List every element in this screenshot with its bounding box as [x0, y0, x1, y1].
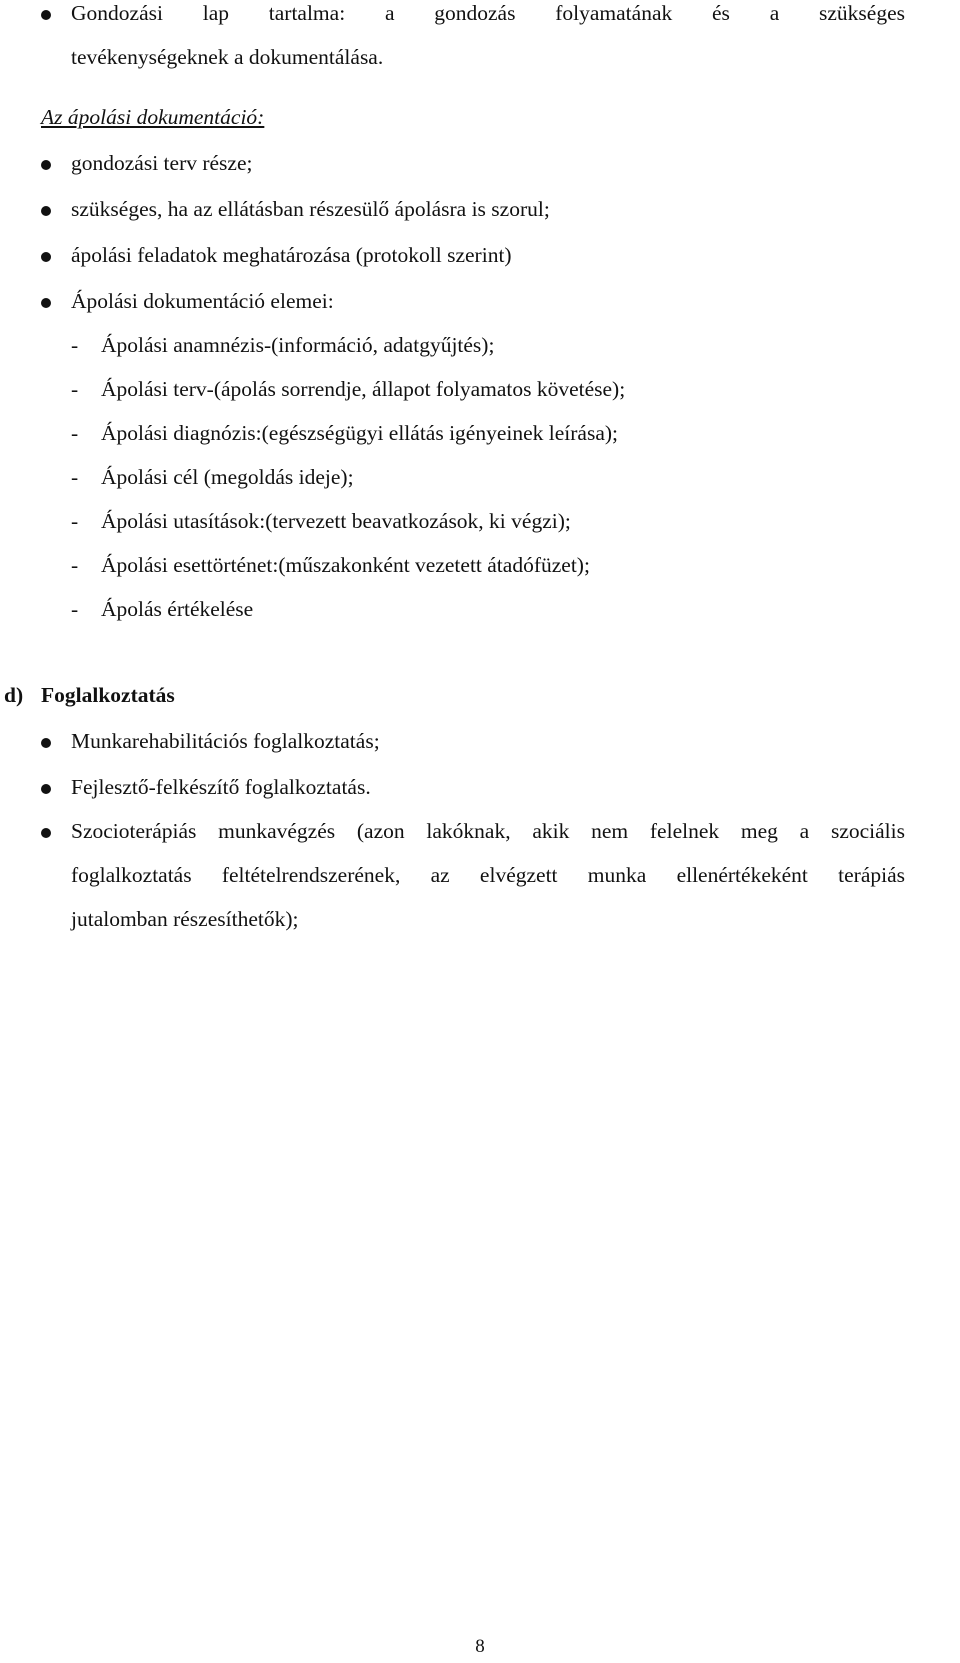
- section-d-title: Foglalkoztatás: [41, 683, 175, 707]
- element-text: Ápolási terv-(ápolás sorrendje, állapot folyamatos követése);: [101, 377, 626, 401]
- nursing-doc-heading: Az ápolási dokumentáció:: [41, 105, 265, 129]
- dash-marker: -: [71, 509, 79, 533]
- element-text: Ápolási cél (megoldás ideje);: [101, 465, 354, 489]
- bullet-dot: [41, 738, 51, 748]
- dash-marker: -: [71, 421, 79, 445]
- dash-marker: -: [71, 333, 79, 357]
- section-d-label: d): [4, 683, 24, 707]
- element-text: Ápolási utasítások:(tervezett beavatkozások, ki végzi);: [101, 509, 571, 533]
- employment-bullet-1: Munkarehabilitációs foglalkoztatás;: [71, 729, 380, 753]
- dash-marker: -: [71, 553, 79, 577]
- element-text: Ápolási diagnózis:(egészségügyi ellátás igényeinek leírása);: [101, 421, 619, 445]
- element-text: Ápolási anamnézis-(információ, adatgyűjtés);: [101, 333, 495, 357]
- sociotherapy-line-1: Szocioterápiás munkavégzés (azon lakóknak, akik nem felelnek meg a szociális: [71, 819, 905, 843]
- page-number: 8: [475, 1636, 485, 1657]
- sociotherapy-line-3: jutalomban részesíthetők);: [71, 907, 299, 931]
- nursing-bullet-1: gondozási terv része;: [71, 151, 253, 175]
- dash-marker: -: [71, 597, 79, 621]
- element-text: Ápolás értékelése: [101, 597, 254, 621]
- bullet-dot: [41, 298, 51, 308]
- bullet-dot: [41, 206, 51, 216]
- dash-marker: -: [71, 465, 79, 489]
- bullet-dot: [41, 828, 51, 838]
- nursing-bullet-3: ápolási feladatok meghatározása (protokoll szerint): [71, 243, 512, 267]
- dash-marker: -: [71, 377, 79, 401]
- nursing-bullet-2: szükséges, ha az ellátásban részesülő ápolásra is szorul;: [71, 197, 550, 221]
- nursing-bullet-4: Ápolási dokumentáció elemei:: [71, 289, 334, 313]
- bullet-dot: [41, 784, 51, 794]
- bullet-dot: [41, 160, 51, 170]
- employment-bullet-2: Fejlesztő-felkészítő foglalkoztatás.: [71, 775, 371, 799]
- intro-line-1: Gondozási lap tartalma: a gondozás folyamatának és a szükséges: [71, 1, 905, 25]
- intro-line-2: tevékenységeknek a dokumentálása.: [71, 45, 384, 69]
- sociotherapy-line-2: foglalkoztatás feltételrendszerének, az elvégzett munka ellenértékeként terápiás: [71, 863, 905, 887]
- bullet-dot: [41, 10, 51, 20]
- bullet-dot: [41, 252, 51, 262]
- element-text: Ápolási esettörténet:(műszakonként vezetett átadófüzet);: [101, 553, 590, 577]
